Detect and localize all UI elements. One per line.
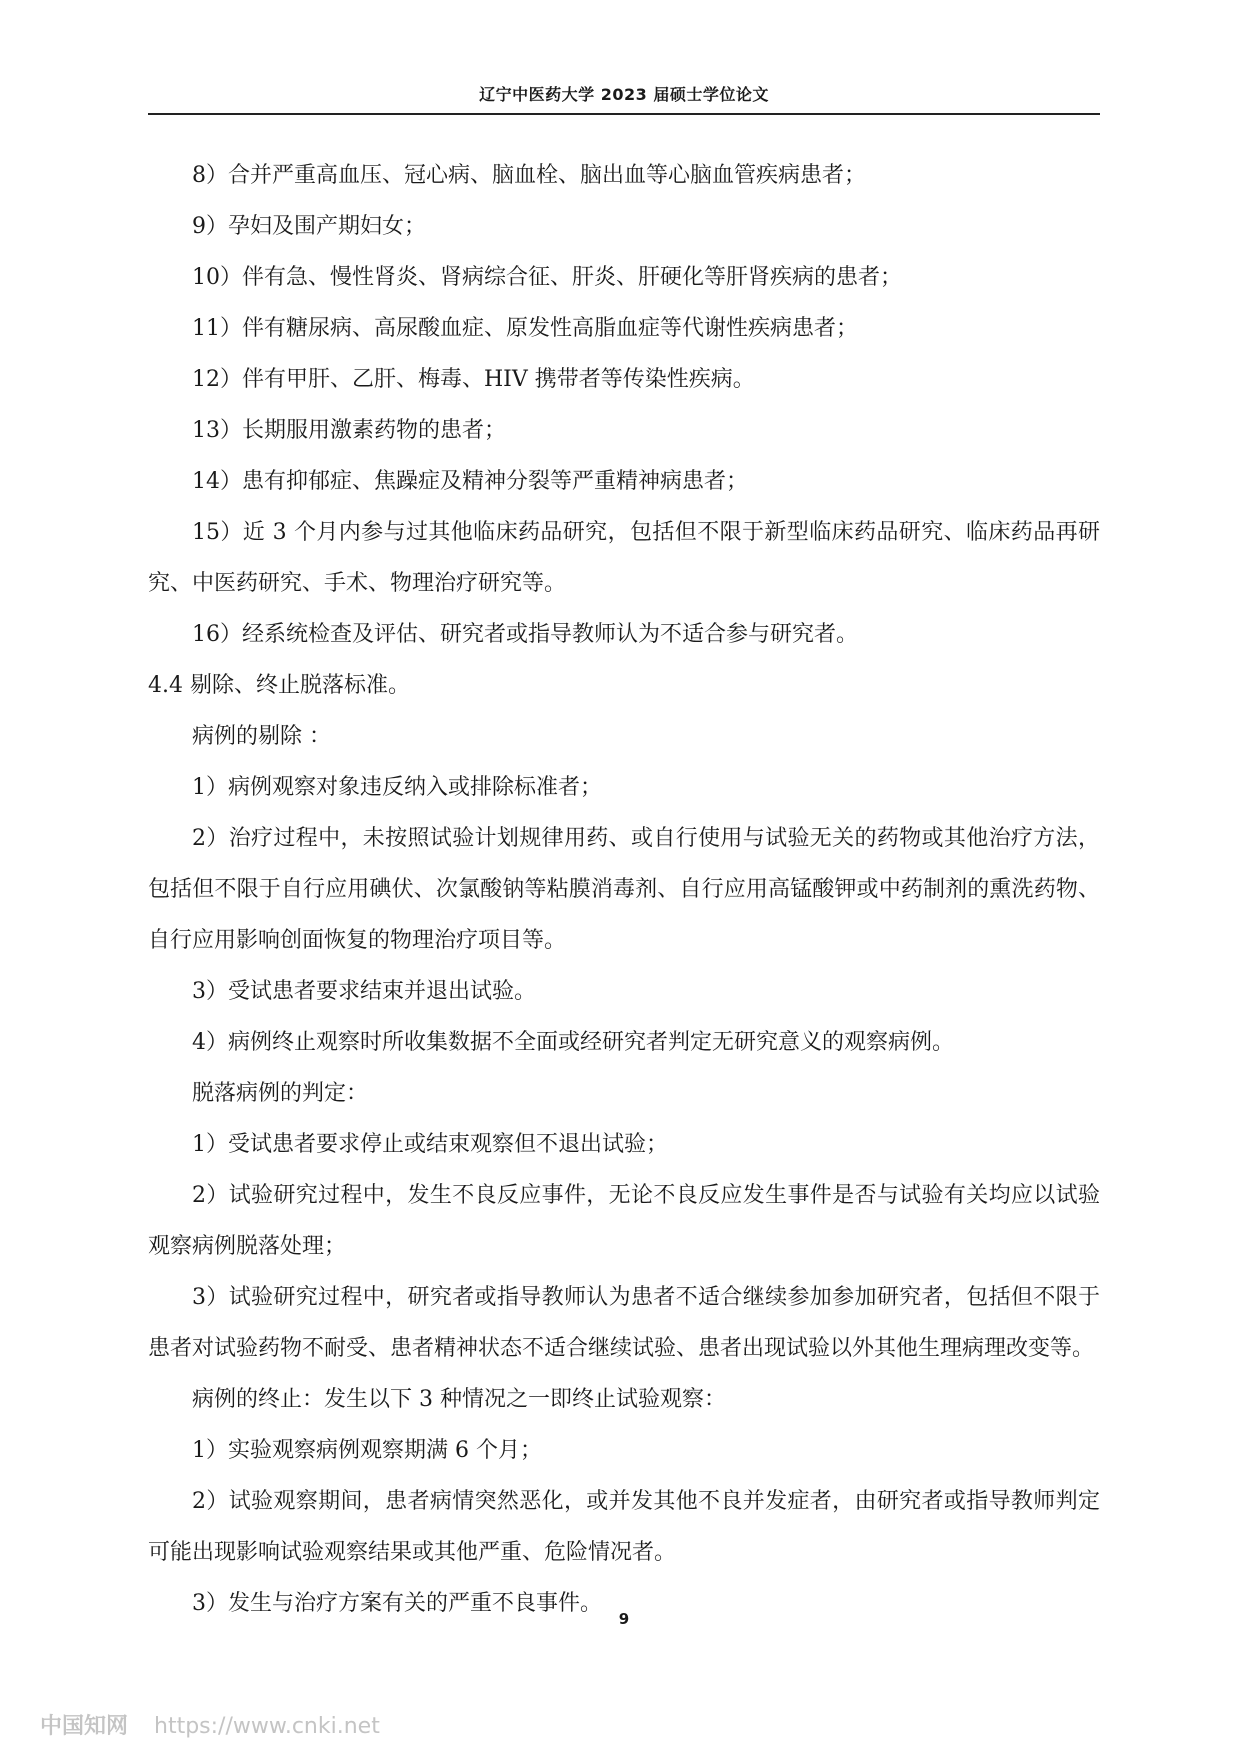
section-heading: 4.4 剔除、终止脱落标准。 [148, 673, 410, 698]
paragraph: 16）经系统检查及评估、研究者或指导教师认为不适合参与研究者。 [192, 622, 858, 647]
paragraph: 12）伴有甲肝、乙肝、梅毒、HIV 携带者等传染性疾病。 [192, 367, 755, 392]
paragraph: 3）试验研究过程中，研究者或指导教师认为患者不适合继续参加参加研究者，包括但不限于患者对试验药物不耐受、患者精神状态不适合继续试验、患者出现试验以外其他生理病理改变等。 [148, 1285, 1100, 1361]
cnki-watermark [40, 1709, 380, 1740]
paragraph: 8）合并严重高血压、冠心病、脑血栓、脑出血等心脑血管疾病患者； [192, 163, 866, 188]
body-text [148, 150, 1100, 1629]
page-number: 9 [618, 1610, 630, 1628]
header-divider [148, 113, 1100, 115]
paragraph: 2）试验研究过程中，发生不良反应事件，无论不良反应发生事件是否与试验有关均应以试验观察病例脱落处理； [148, 1183, 1100, 1259]
paragraph: 3）受试患者要求结束并退出试验。 [192, 979, 536, 1004]
watermark-brand: 中国知网 [40, 1714, 129, 1739]
paragraph: 1）病例观察对象违反纳入或排除标准者； [192, 775, 602, 800]
paragraph: 15）近 3 个月内参与过其他临床药品研究，包括但不限于新型临床药品研究、临床药品再研究、中医药研究、手术、物理治疗研究等。 [148, 520, 1100, 596]
paragraph: 1）受试患者要求停止或结束观察但不退出试验； [192, 1132, 668, 1157]
paragraph: 11）伴有糖尿病、高尿酸血症、原发性高脂血症等代谢性疾病患者； [192, 316, 858, 341]
paragraph: 脱落病例的判定： [192, 1081, 369, 1106]
paragraph: 2）治疗过程中，未按照试验计划规律用药、或自行使用与试验无关的药物或其他治疗方法，包括但不限于自行应用碘伏、次氯酸钠等粘膜消毒剂、自行应用高锰酸钾或中药制剂的熏洗药物、自行应用影响创面恢复的物理治疗项目等。 [148, 826, 1100, 953]
paragraph: 14）患有抑郁症、焦躁症及精神分裂等严重精神病患者； [192, 469, 748, 494]
paragraph: 9）孕妇及围产期妇女； [192, 214, 426, 239]
paragraph: 2）试验观察期间，患者病情突然恶化，或并发其他不良并发症者，由研究者或指导教师判定可能出现影响试验观察结果或其他严重、危险情况者。 [148, 1489, 1100, 1565]
paragraph: 1）实验观察病例观察期满 6 个月； [192, 1438, 542, 1463]
paragraph: 3）发生与治疗方案有关的严重不良事件。 [192, 1591, 602, 1616]
paragraph: 病例的剔除 ： [192, 724, 331, 749]
watermark-url: https://www.cnki.net [154, 1714, 380, 1739]
running-header: 辽宁中医药大学 2023 届硕士学位论文 [479, 85, 769, 104]
paragraph: 4）病例终止观察时所收集数据不全面或经研究者判定无研究意义的观察病例。 [192, 1030, 954, 1055]
paragraph: 10）伴有急、慢性肾炎、肾病综合征、肝炎、肝硬化等肝肾疾病的患者； [192, 265, 902, 290]
paragraph: 13）长期服用激素药物的患者； [192, 418, 506, 443]
paragraph: 病例的终止：发生以下 3 种情况之一即终止试验观察： [192, 1387, 726, 1412]
